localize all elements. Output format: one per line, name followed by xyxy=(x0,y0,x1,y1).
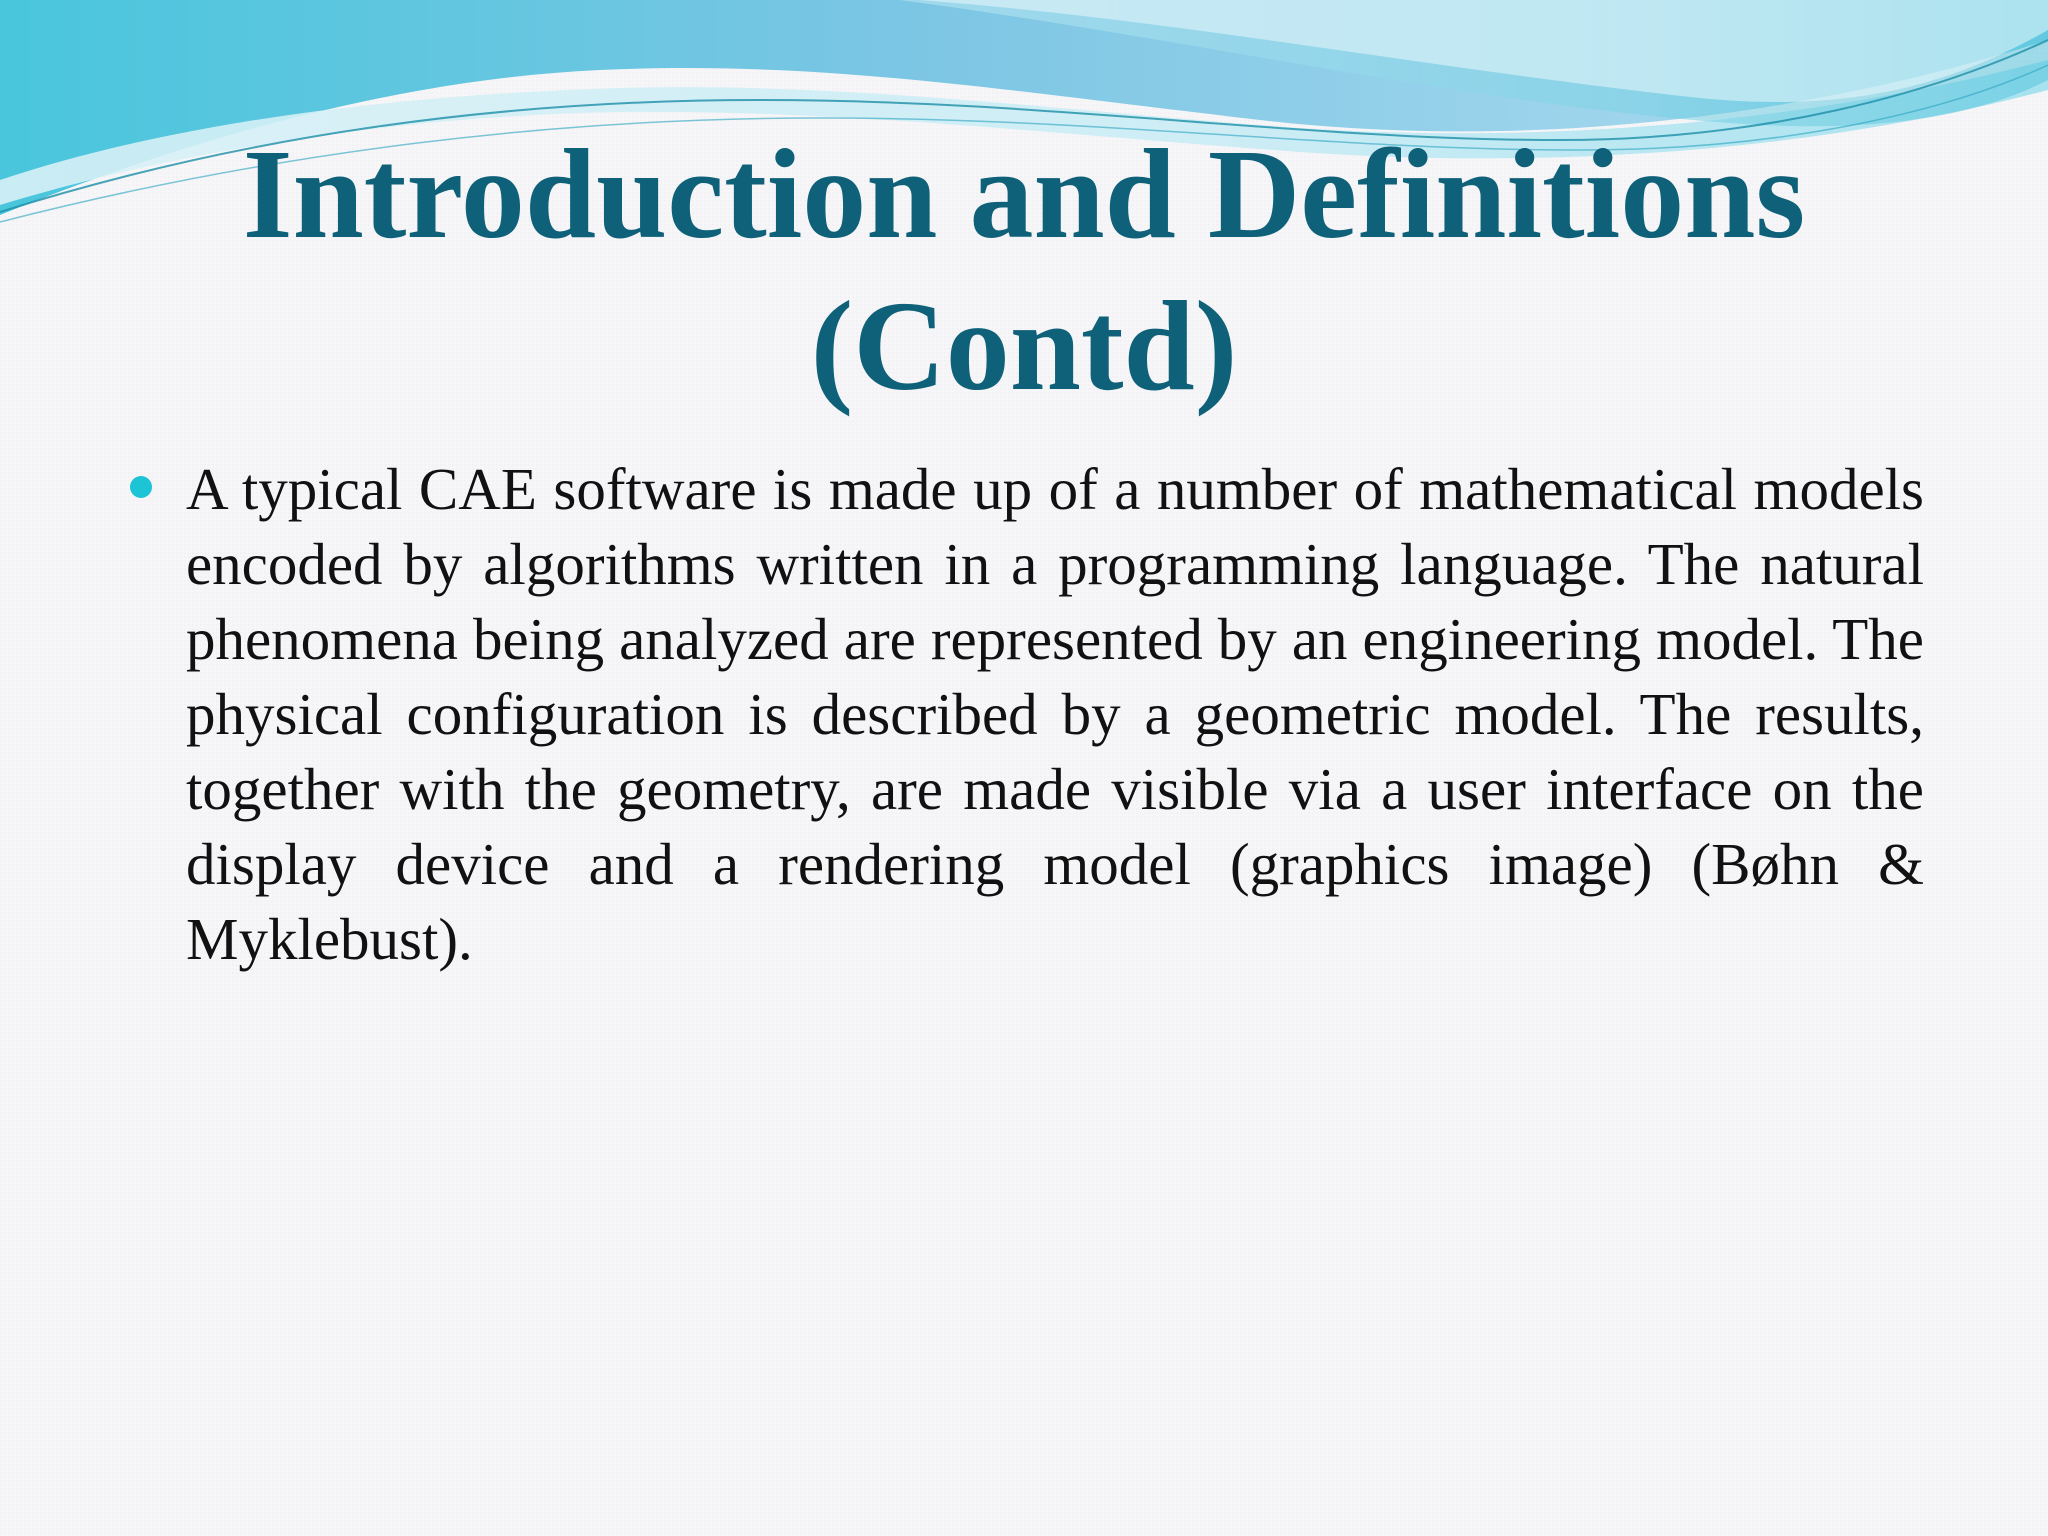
slide-body xyxy=(130,452,1924,977)
bullet-dot-icon xyxy=(130,476,152,498)
slide-title-line-2: (Contd) xyxy=(810,275,1238,417)
bullet-item xyxy=(130,452,1924,977)
slide-title xyxy=(0,118,2048,422)
bullet-text: A typical CAE software is made up of a number of mathematical models encoded by algorithms written in a programming language. The natural phenomena being analyzed are represented by an engineering model. The physical configuration is described by a geometric model. The results, together with the geometry, are made visible via a user interface on the display device and a rendering model (graphics image) (Bøhn & Myklebust). xyxy=(186,456,1924,972)
slide-title-line-1: Introduction and Definitions xyxy=(242,123,1806,265)
